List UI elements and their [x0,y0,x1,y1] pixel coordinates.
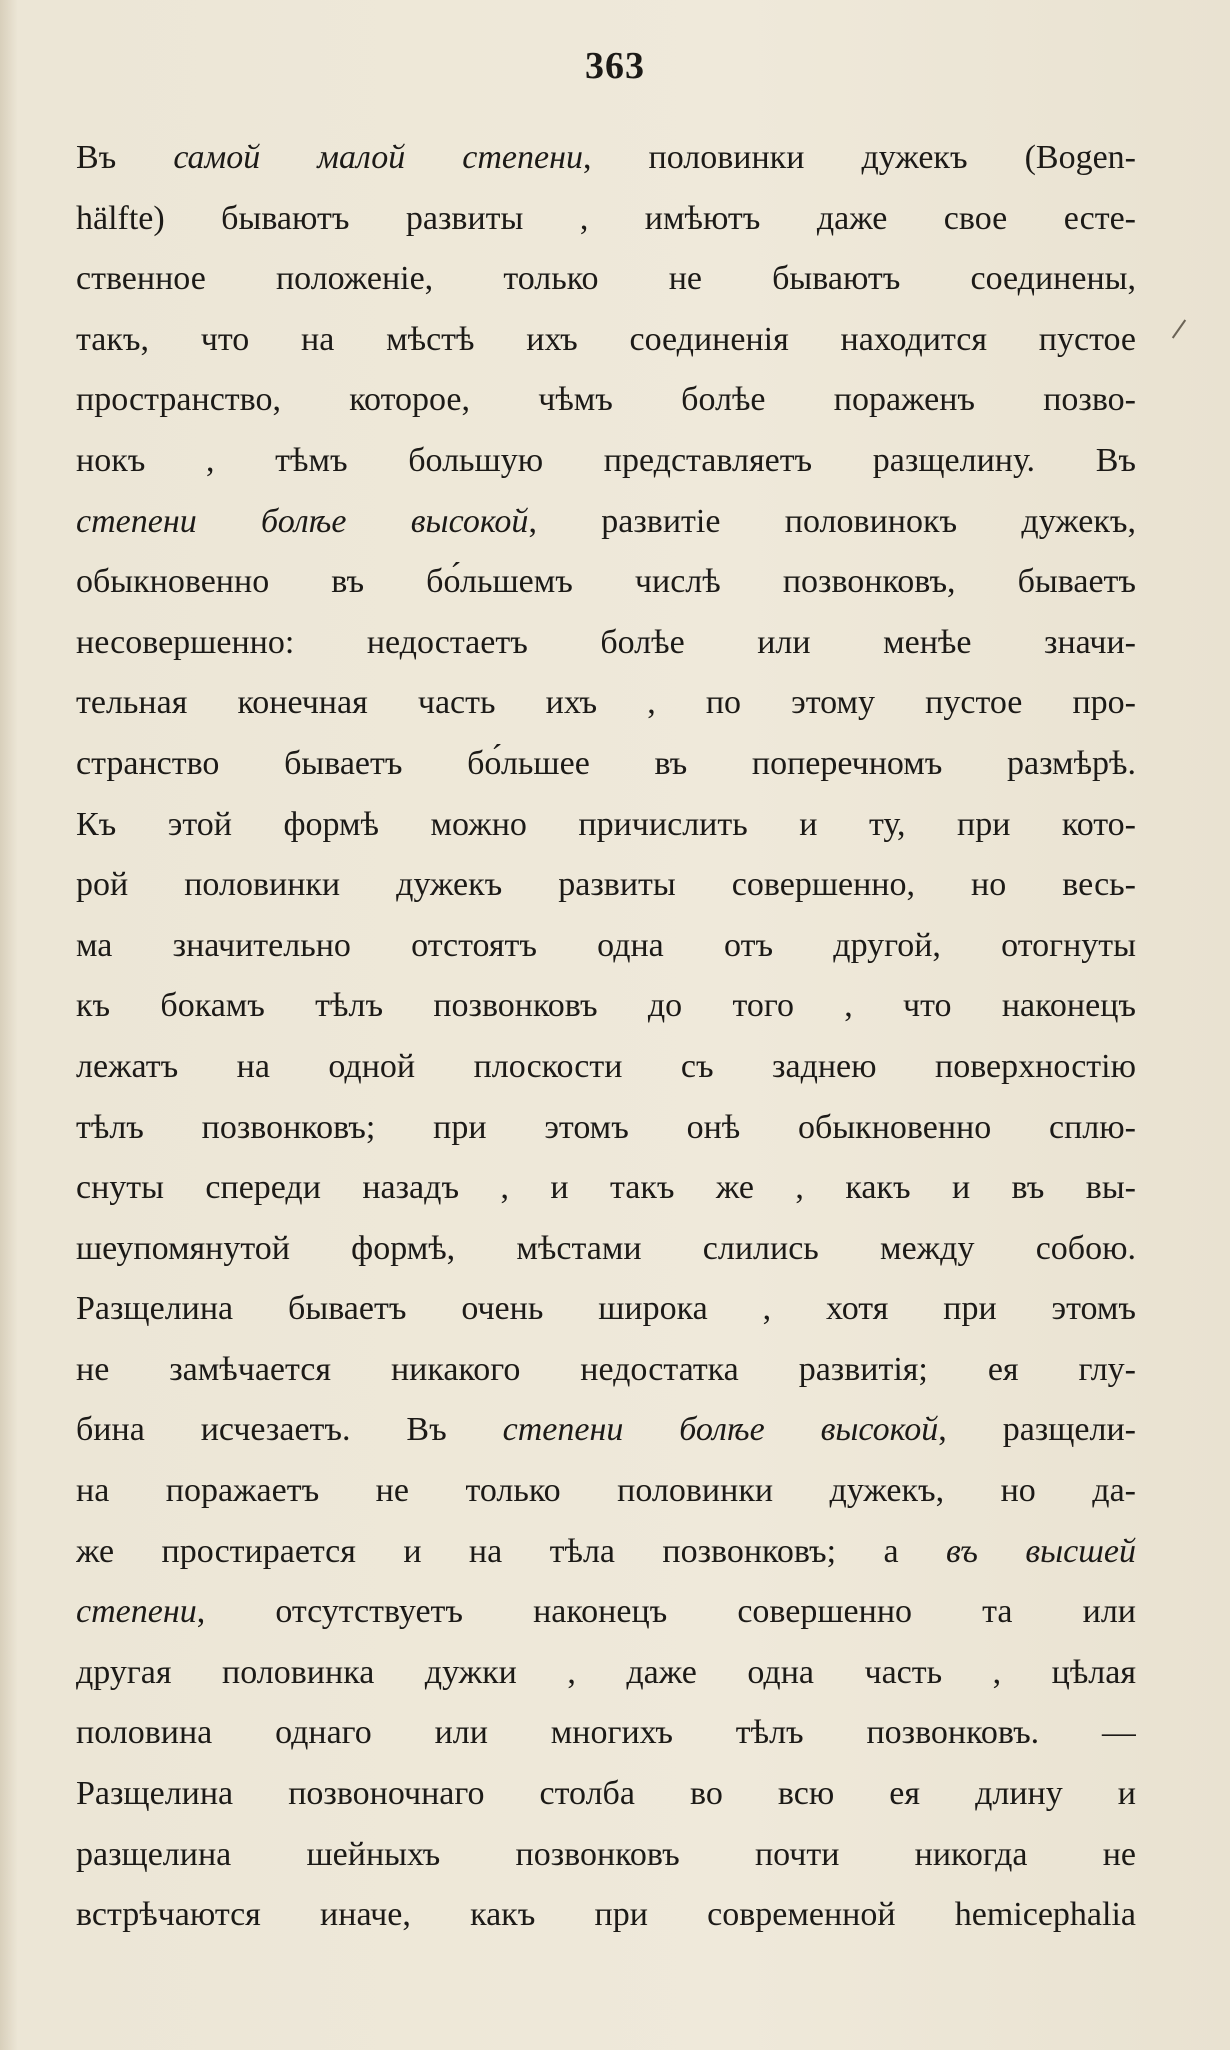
text-line [76,370,1136,431]
text-segment: Въ [76,139,174,176]
text-segment: нокъ , тѣмъ большую представляетъ разщелину. Въ [76,441,1136,479]
text-segment: разщелина шейныхъ позвонковъ почти никогда не [76,1835,1136,1873]
text-line [76,189,1136,250]
text-line [76,1098,1136,1159]
text-line [76,976,1136,1037]
text-segment: такъ, что на мѣстѣ ихъ соединенія находится пустое [76,320,1136,358]
text-line [76,1643,1136,1704]
italic-text-segment: степени болѣе высокой [502,1411,939,1449]
text-segment: другая половинка дужки , даже одна часть , цѣлая [76,1653,1136,1691]
text-segment: тѣлъ позвонковъ; при этомъ онѣ обыкновенно сплю- [76,1108,1136,1146]
text-segment: шеупомянутой формѣ, мѣстами слились между собою. [76,1229,1136,1267]
text-line [76,1764,1136,1825]
text-segment: на поражаетъ не только половинки дужекъ, но да- [76,1472,1136,1510]
text-line [76,431,1136,492]
text-line [76,1703,1136,1764]
text-segment: встрѣчаются иначе, какъ при современной hemicephalia [76,1896,1136,1934]
text-segment: Къ этой формѣ можно причислить и ту, при кото- [76,805,1136,843]
text-line [76,1279,1136,1340]
italic-text-segment: самой малой степени [173,139,583,176]
text-segment: , разщели- [938,1411,1136,1449]
text-line [76,128,1136,189]
text-segment: же простирается и на тѣла позвонковъ; а [76,1532,946,1570]
text-line [76,1158,1136,1219]
text-line [76,1522,1136,1583]
text-line [76,916,1136,977]
page-number: 363 [585,45,645,87]
text-segment: странство бываетъ бо́льшее въ поперечномъ размѣрѣ. [76,744,1136,782]
text-segment: ственное положеніе, только не бываютъ соединены, [76,260,1136,298]
text-segment: лежатъ на одной плоскости съ заднею поверхностію [76,1047,1136,1085]
text-segment: не замѣчается никакого недостатка развитія; ея глу- [76,1350,1136,1388]
text-line [76,734,1136,795]
margin-mark [1172,319,1186,338]
text-segment: , отсутствуетъ наконецъ совершенно та или [196,1593,1136,1631]
body-text [76,128,1136,1946]
text-line [76,249,1136,310]
text-segment: къ бокамъ тѣлъ позвонковъ до того , что наконецъ [76,987,1136,1025]
italic-text-segment: степени болѣе высокой [76,502,529,540]
text-segment: Разщелина позвоночнаго столба во всю ея длину и [76,1775,1136,1813]
text-segment: hälfte) бываютъ развиты , имѣютъ даже свое есте- [76,199,1136,237]
text-line [76,1885,1136,1946]
text-line [76,1461,1136,1522]
text-segment: , развитіе половинокъ дужекъ, [528,502,1136,540]
text-line [76,492,1136,553]
italic-text-segment: степени [76,1593,197,1631]
text-segment: половина однаго или многихъ тѣлъ позвонковъ. — [76,1714,1136,1752]
italic-text-segment: въ высшей [946,1532,1136,1570]
text-line [76,855,1136,916]
text-segment: , половинки дужекъ (Bogen- [582,139,1136,176]
text-line [76,1037,1136,1098]
text-line [76,1340,1136,1401]
text-line [76,1219,1136,1280]
text-segment: Разщелина бываетъ очень широка , хотя при этомъ [76,1290,1136,1328]
text-segment: рой половинки дужекъ развиты совершенно, но весь- [76,866,1136,904]
text-line [76,1400,1136,1461]
text-line [76,552,1136,613]
text-line [76,613,1136,674]
text-line [76,673,1136,734]
text-segment: пространство, которое, чѣмъ болѣе пораженъ позво- [76,381,1136,419]
text-line [76,1582,1136,1643]
text-segment: несовершенно: недостаетъ болѣе или менѣе значи- [76,623,1136,661]
text-segment: тельная конечная часть ихъ , по этому пустое про- [76,684,1136,722]
text-line [76,1825,1136,1886]
text-segment: снуты спереди назадъ , и такъ же , какъ и въ вы- [76,1169,1136,1207]
text-segment: бина исчезаетъ. Въ [76,1411,503,1449]
text-line [76,310,1136,371]
text-segment: ма значительно отстоятъ одна отъ другой, отогнуты [76,926,1136,964]
text-line [76,795,1136,856]
text-segment: обыкновенно въ бо́льшемъ числѣ позвонковъ, бываетъ [76,563,1136,601]
